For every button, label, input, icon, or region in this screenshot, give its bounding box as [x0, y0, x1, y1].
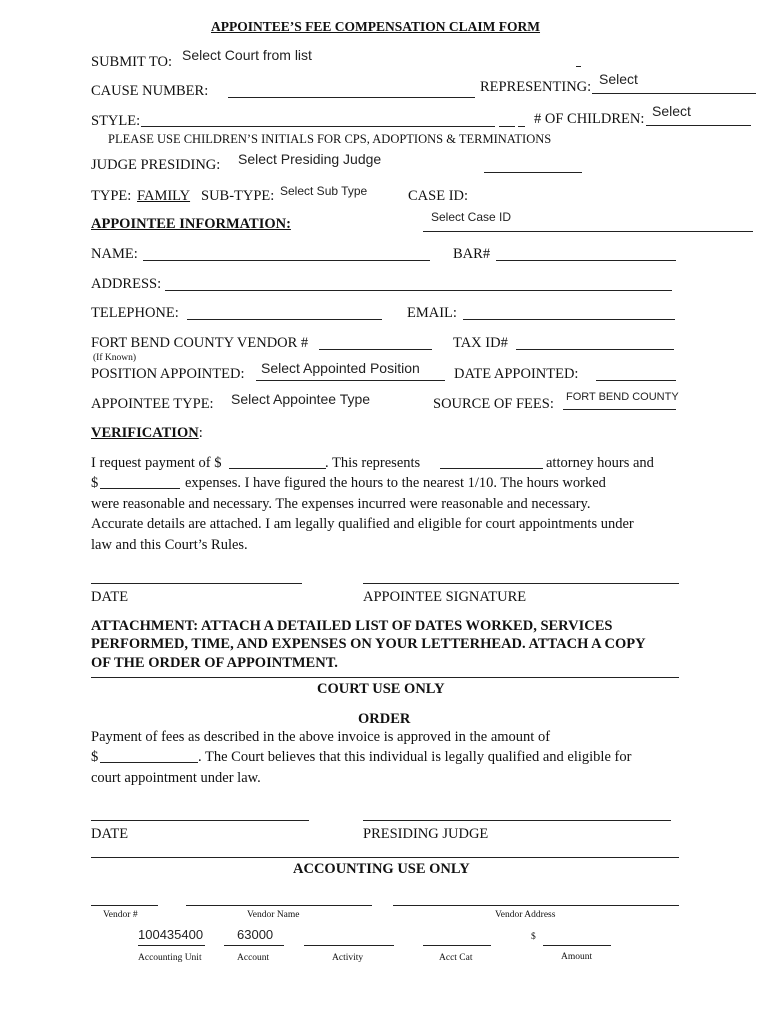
submit-to-select[interactable]: Select Court from list	[182, 47, 312, 63]
representing-underline	[592, 93, 756, 94]
appointee-type-label: APPOINTEE TYPE:	[91, 396, 214, 412]
judge-presiding-label: JUDGE PRESIDING:	[91, 157, 221, 173]
bar-label: BAR#	[453, 246, 491, 262]
submit-to-label: SUBMIT TO:	[91, 54, 172, 70]
style-field-extension-2	[518, 126, 525, 127]
address-label: ADDRESS:	[91, 276, 162, 292]
verification-colon: :	[198, 425, 203, 441]
position-underline	[256, 380, 445, 381]
vendor-name-field[interactable]	[186, 905, 372, 906]
amount-field[interactable]	[543, 945, 611, 946]
case-id-underline	[423, 231, 753, 232]
verification-date-label: DATE	[91, 589, 129, 605]
email-field[interactable]	[463, 319, 675, 320]
position-appointed-select[interactable]: Select Appointed Position	[261, 360, 420, 376]
telephone-field[interactable]	[187, 319, 382, 320]
judge-presiding-select[interactable]: Select Presiding Judge	[238, 151, 382, 167]
source-of-fees-value: FORT BEND COUNTY	[566, 391, 679, 403]
section-divider-2	[91, 857, 679, 858]
representing-select[interactable]: Select	[599, 71, 638, 87]
style-label: STYLE:	[91, 113, 141, 129]
accounting-unit-label: Accounting Unit	[138, 953, 202, 963]
subtype-label: SUB-TYPE:	[201, 188, 275, 204]
attorney-hours-field[interactable]	[440, 468, 543, 469]
attachment-line-2: PERFORMED, TIME, AND EXPENSES ON YOUR LETTERHEAD. ATTACH A COPY	[91, 636, 646, 652]
attachment-line-1: ATTACHMENT: ATTACH A DETAILED LIST OF DATES WORKED, SERVICES	[91, 618, 613, 634]
vendor-number-label: FORT BEND COUNTY VENDOR #	[91, 335, 309, 351]
court-line-1: Payment of fees as described in the above invoice is approved in the amount of	[91, 729, 551, 745]
representing-label: REPRESENTING:	[480, 79, 592, 95]
judge-side-line	[484, 172, 582, 173]
amount-label: Amount	[561, 952, 593, 962]
section-divider-1	[91, 677, 679, 678]
vendor-number-field[interactable]	[319, 349, 432, 350]
children-underline	[646, 125, 751, 126]
cause-number-field[interactable]	[228, 97, 475, 98]
type-value: FAMILY	[137, 188, 191, 204]
vendor-name-label: Vendor Name	[247, 910, 300, 920]
verification-heading-wrap	[91, 425, 203, 441]
order-heading: ORDER	[358, 711, 411, 727]
acct-cat-label: Acct Cat	[439, 953, 473, 963]
decorative-tick	[576, 66, 581, 67]
court-line-3: court appointment under law.	[91, 770, 261, 786]
address-field[interactable]	[165, 290, 672, 291]
activity-field[interactable]	[304, 945, 394, 946]
case-id-label: CASE ID:	[408, 188, 469, 204]
tax-id-field[interactable]	[516, 349, 674, 350]
activity-label: Activity	[332, 953, 364, 963]
presiding-judge-signature-field[interactable]	[363, 820, 671, 821]
vendor-no-field[interactable]	[91, 905, 158, 906]
if-known-note: (If Known)	[93, 353, 137, 363]
verification-line-3: were reasonable and necessary. The expenses incurred were reasonable and necessary.	[91, 496, 591, 512]
vendor-no-label: Vendor #	[103, 910, 138, 920]
court-use-heading: COURT USE ONLY	[317, 681, 445, 697]
date-appointed-field[interactable]	[596, 380, 676, 381]
court-line-2b: . The Court believes that this individual is legally qualified and eligible for	[198, 749, 632, 765]
verification-line-4: Accurate details are attached. I am legally qualified and eligible for court appointments under	[91, 516, 634, 532]
verification-date-field[interactable]	[91, 583, 302, 584]
verification-line-2b: expenses. I have figured the hours to the nearest 1/10. The hours worked	[185, 475, 606, 491]
payment-amount-field[interactable]	[229, 468, 326, 469]
verification-heading: VERIFICATION	[91, 425, 199, 441]
accounting-unit-underline	[138, 945, 205, 946]
children-label: # OF CHILDREN:	[534, 111, 645, 127]
source-underline	[563, 409, 676, 410]
form-title: APPOINTEE’S FEE COMPENSATION CLAIM FORM	[211, 19, 541, 34]
style-field[interactable]	[141, 126, 495, 127]
bar-field[interactable]	[496, 260, 676, 261]
court-line-2a: $	[91, 749, 99, 765]
initials-note: PLEASE USE CHILDREN’S INITIALS FOR CPS, ADOPTIONS & TERMINATIONS	[108, 132, 552, 146]
accounting-unit-value[interactable]: 100435400	[138, 927, 204, 942]
cause-number-label: CAUSE NUMBER:	[91, 83, 209, 99]
account-value[interactable]: 63000	[237, 927, 274, 942]
acct-cat-field[interactable]	[423, 945, 491, 946]
vendor-address-field[interactable]	[393, 905, 679, 906]
style-field-extension	[499, 126, 515, 127]
account-underline	[224, 945, 284, 946]
appointee-type-select[interactable]: Select Appointee Type	[231, 391, 371, 407]
appointee-signature-field[interactable]	[363, 583, 679, 584]
appointee-signature-label: APPOINTEE SIGNATURE	[363, 589, 527, 605]
vendor-address-label: Vendor Address	[495, 910, 556, 920]
telephone-label: TELEPHONE:	[91, 305, 179, 321]
verification-line-1c: attorney hours and	[546, 455, 654, 471]
position-appointed-label: POSITION APPOINTED:	[91, 366, 245, 382]
name-field[interactable]	[143, 260, 430, 261]
verification-line-1a: I request payment of $	[91, 455, 222, 471]
source-of-fees-label: SOURCE OF FEES:	[433, 396, 554, 412]
accounting-use-heading: ACCOUNTING USE ONLY	[293, 861, 470, 877]
verification-line-2a: $	[91, 475, 99, 491]
email-label: EMAIL:	[407, 305, 457, 321]
account-label: Account	[237, 953, 270, 963]
presiding-judge-label: PRESIDING JUDGE	[363, 826, 489, 842]
appointee-heading: APPOINTEE INFORMATION:	[91, 216, 291, 232]
children-select[interactable]: Select	[652, 103, 691, 119]
court-date-label: DATE	[91, 826, 129, 842]
date-appointed-label: DATE APPOINTED:	[454, 366, 579, 382]
court-date-field[interactable]	[91, 820, 309, 821]
verification-line-1b: . This represents	[325, 455, 421, 471]
tax-id-label: TAX ID#	[453, 335, 508, 351]
approved-amount-field[interactable]	[100, 762, 198, 763]
expenses-field[interactable]	[100, 488, 180, 489]
verification-line-5: law and this Court’s Rules.	[91, 537, 248, 553]
subtype-select[interactable]: Select Sub Type	[280, 184, 368, 198]
attachment-line-3: OF THE ORDER OF APPOINTMENT.	[91, 655, 338, 671]
type-label: TYPE:	[91, 188, 132, 204]
name-label: NAME:	[91, 246, 138, 262]
case-id-select[interactable]: Select Case ID	[431, 210, 512, 224]
amount-dollar-sign: $	[531, 932, 536, 942]
